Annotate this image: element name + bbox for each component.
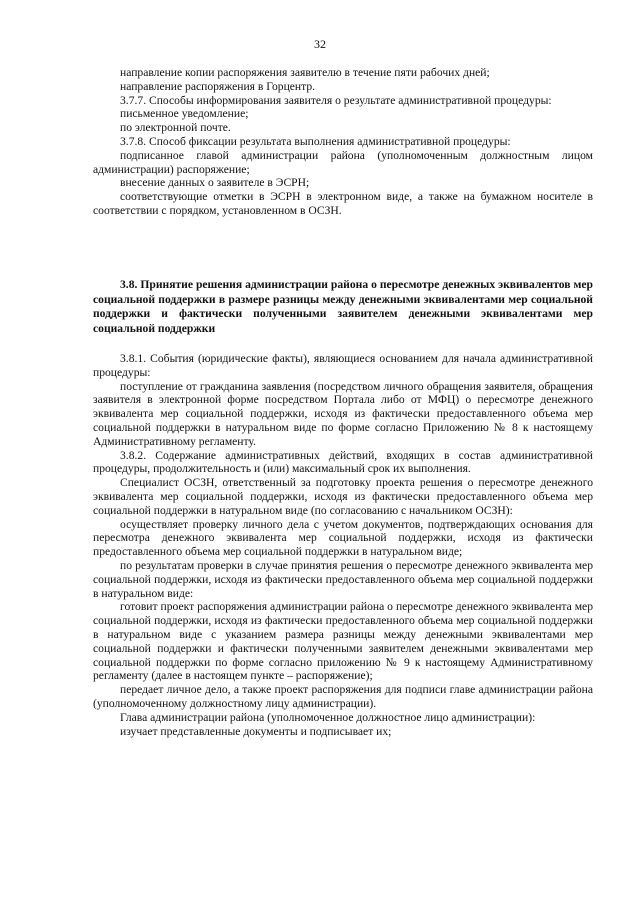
paragraph: передает личное дело, а также проект распоряжения для подписи главе администрации района (уполномоченному должностному лицу администрации). [93, 683, 593, 710]
paragraph: осуществляет проверку личного дела с учетом документов, подтверждающих основания для пересмотра денежного эквивалента мер социальной поддержки, исходя из фактически предоставленного объема мер социальной поддержки в натуральном виде; [93, 517, 593, 559]
paragraph: по результатам проверки в случае принятия решения о пересмотре денежного эквивалента мер социальной поддержки, исходя из фактически предоставленного объема мер социальной поддержки в натуральном виде: [93, 558, 593, 600]
paragraph: 3.7.7. Способы информирования заявителя о результате административной процедуры: [120, 93, 552, 107]
paragraph: подписанное главой администрации района (уполномоченным должностным лицом администрации) распоряжение; [93, 148, 593, 176]
paragraph: направление копии распоряжения заявителю в течение пяти рабочих дней; [120, 66, 490, 79]
paragraph: 3.7.8. Способ фиксации результата выполнения административной процедуры: [120, 134, 511, 148]
paragraph: соответствующие отметки в ЭСРН в электронном виде, а также на бумажном носителе в соответствии с порядком, установленном в ОСЗН. [93, 190, 593, 217]
page-number: 32 [314, 37, 326, 51]
section-heading: 3.8. Принятие решения администрации района о пересмотре денежных эквивалентов мер социальной поддержки в размере разницы между денежными эквивалентами мер социальной поддержки и фактически полученными заявителем денежными эквивалентами мер социальной поддержки [93, 278, 593, 335]
paragraph: 3.8.2. Содержание административных действий, входящих в состав административной процедуры, продолжительность и (или) максимальный срок их выполнения. [93, 448, 593, 476]
text-block-3-7 [93, 66, 593, 218]
paragraph: Специалист ОСЗН, ответственный за подготовку проекта решения о пересмотре денежного эквивалента мер социальной поддержки, исходя из фактически предоставленного объема мер социальной поддержки в натуральном виде (по согласованию с начальником ОСЗН): [93, 476, 593, 517]
paragraph: письменное уведомление; [120, 107, 249, 121]
paragraph: внесение данных о заявителе в ЭСРН; [120, 176, 310, 190]
paragraph: 3.8.1. События (юридические факты), являющиеся основанием для начала административной процедуры: [93, 352, 593, 379]
paragraph: по электронной почте. [120, 121, 231, 135]
paragraph: Глава администрации района (уполномоченное должностное лицо администрации): [120, 710, 536, 724]
paragraph: направление распоряжения в Горцентр. [120, 79, 316, 93]
paragraph: поступление от гражданина заявления (посредством личного обращения заявителя, обращения заявителя в электронной форме посредством Портала либо от МФЦ) о пересмотре денежного эквивалента мер социальной поддержки, исходя из фактически предоставленного объема мер социальной поддержки в натуральном виде по форме согласно Приложению № 8 к настоящему Административному регламенту. [93, 379, 593, 448]
paragraph: изучает представленные документы и подписывает их; [120, 724, 392, 738]
section-heading-3-8-block [93, 278, 593, 336]
paragraph: готовит проект распоряжения администрации района о пересмотре денежного эквивалента мер социальной поддержки, исходя из фактически предоставленного объема мер социальной поддержки в натуральном виде с указанием размера разницы между денежными эквивалентами мер социальной поддержки и фактически полученными заявителем денежными эквивалентами мер социальной поддержки по форме согласно приложению № 9 к настоящему Административному регламенту (далее в настоящем пункте – распоряжение); [93, 600, 593, 683]
text-block-3-8 [93, 352, 593, 738]
